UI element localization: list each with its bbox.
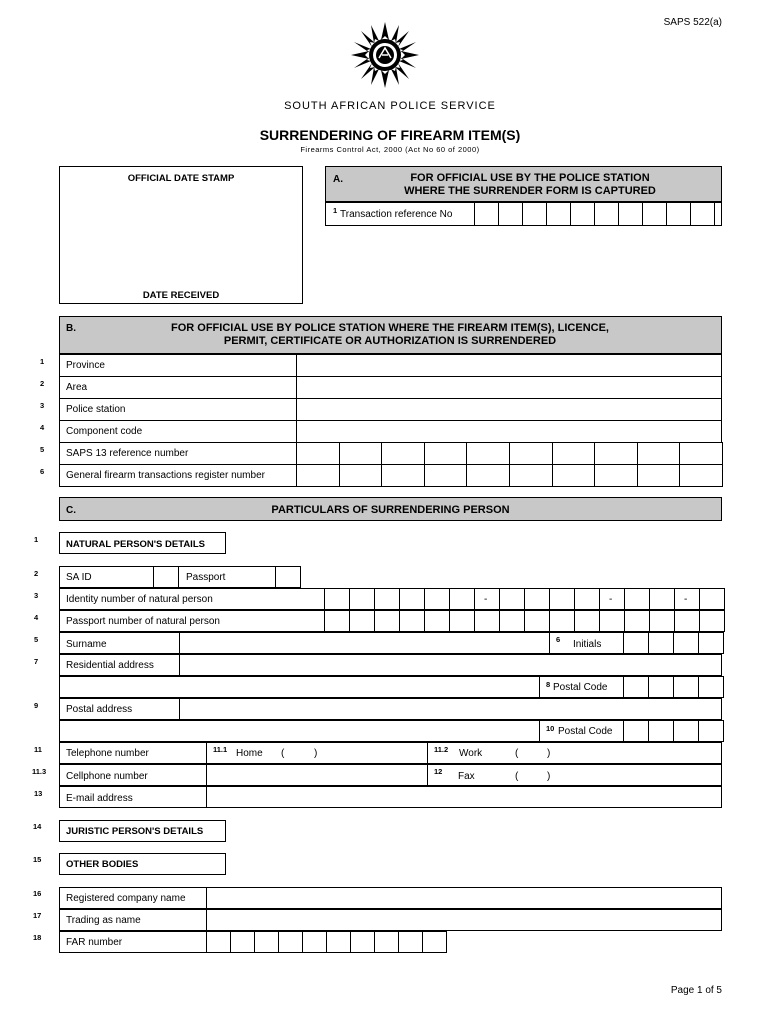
date-received-label: DATE RECEIVED <box>142 290 220 301</box>
initials-letter[interactable] <box>698 632 724 654</box>
transaction-ref-digit[interactable] <box>642 202 667 226</box>
postal-address-input-2[interactable] <box>59 720 540 742</box>
residential-address-input-1[interactable] <box>179 654 722 676</box>
section-b-digit-cell[interactable] <box>424 442 468 465</box>
transaction-ref-digit[interactable] <box>666 202 691 226</box>
section-b-label: SAPS 13 reference number <box>66 448 189 459</box>
transaction-ref-digit[interactable] <box>474 202 499 226</box>
email-input[interactable] <box>206 786 722 808</box>
passport-number-digit[interactable] <box>599 610 625 632</box>
id-number-digit[interactable] <box>624 588 650 610</box>
far-number-digit[interactable] <box>302 931 327 953</box>
section-b-input[interactable] <box>296 354 722 377</box>
id-number-digit[interactable] <box>524 588 550 610</box>
far-number-digit[interactable] <box>206 931 231 953</box>
section-b-input[interactable] <box>296 420 722 443</box>
cellphone-input[interactable] <box>206 764 428 786</box>
id-number-digit[interactable] <box>699 588 725 610</box>
form-title: SURRENDERING OF FIREARM ITEM(S) <box>259 127 521 143</box>
transaction-ref-digit[interactable] <box>546 202 571 226</box>
section-b-digit-cell[interactable] <box>424 464 468 487</box>
initials-letter[interactable] <box>673 632 699 654</box>
residential-address-input-2[interactable] <box>59 676 540 698</box>
official-date-stamp-box <box>59 166 303 304</box>
passport-number-digit[interactable] <box>699 610 725 632</box>
section-b-digit-cell[interactable] <box>637 442 681 465</box>
far-number-digit[interactable] <box>230 931 255 953</box>
section-b-title: FOR OFFICIAL USE BY POLICE STATION WHERE THE FIREARM ITEM(S), LICENCE, PERMIT, CERTIFICATE OR AUTHORIZATION IS SURRENDERED <box>171 322 609 347</box>
row-number: 4 <box>40 423 45 432</box>
postal-code-1-digit[interactable] <box>648 676 674 698</box>
id-number-digit[interactable] <box>574 588 600 610</box>
section-b-digit-cell[interactable] <box>679 464 723 487</box>
postal-code-2-digit[interactable] <box>623 720 649 742</box>
postal-code-1-digit[interactable] <box>623 676 649 698</box>
section-b-digit-cell[interactable] <box>594 464 638 487</box>
section-b-digit-cell[interactable] <box>466 442 510 465</box>
section-b-digit-cell[interactable] <box>466 464 510 487</box>
row-number: 3 <box>40 401 45 410</box>
postal-code-2-digit[interactable] <box>648 720 674 742</box>
stamp-title: OFFICIAL DATE STAMP <box>127 173 235 184</box>
id-number-digit[interactable] <box>374 588 400 610</box>
surname-input[interactable] <box>179 632 550 654</box>
passport-number-digit[interactable] <box>474 610 500 632</box>
id-number-digit[interactable] <box>349 588 375 610</box>
passport-checkbox[interactable] <box>275 566 301 588</box>
section-b-digit-cell[interactable] <box>594 442 638 465</box>
section-b-letter: B. <box>66 323 76 334</box>
passport-number-digit[interactable] <box>524 610 550 632</box>
id-number-digit[interactable] <box>399 588 425 610</box>
row-number: 1 <box>40 357 45 366</box>
transaction-ref-digit[interactable] <box>690 202 715 226</box>
section-b-digit-cell[interactable] <box>296 442 340 465</box>
passport-number-digit[interactable] <box>424 610 450 632</box>
row-number: 6 <box>40 467 45 476</box>
section-c-letter: C. <box>66 505 76 516</box>
postal-code-1-digit[interactable] <box>673 676 699 698</box>
far-number-digit[interactable] <box>278 931 303 953</box>
postal-code-2-digit[interactable] <box>673 720 699 742</box>
id-number-digit[interactable] <box>649 588 675 610</box>
section-b-label: Province <box>66 360 105 371</box>
section-b-label: General firearm transactions register number <box>66 470 265 481</box>
passport-number-digit[interactable] <box>574 610 600 632</box>
passport-number-digit[interactable] <box>374 610 400 632</box>
id-number-digit[interactable] <box>324 588 350 610</box>
form-code: SAPS 522(a) <box>663 17 722 28</box>
transaction-ref-digit[interactable] <box>594 202 619 226</box>
passport-number-digit[interactable] <box>499 610 525 632</box>
section-a-title: FOR OFFICIAL USE BY THE POLICE STATION WHERE THE SURRENDER FORM IS CAPTURED <box>404 172 656 197</box>
transaction-ref-digit[interactable] <box>618 202 643 226</box>
registered-name-input[interactable] <box>206 887 722 909</box>
saps-emblem <box>351 22 419 88</box>
passport-number-digit[interactable] <box>649 610 675 632</box>
id-number-digit[interactable] <box>499 588 525 610</box>
far-number-digit[interactable] <box>350 931 375 953</box>
passport-number-digit[interactable] <box>674 610 700 632</box>
section-b-digit-cell[interactable] <box>509 464 553 487</box>
transaction-ref-digit[interactable] <box>570 202 595 226</box>
passport-number-digit[interactable] <box>624 610 650 632</box>
passport-number-digit[interactable] <box>399 610 425 632</box>
far-number-digit[interactable] <box>326 931 351 953</box>
far-number-digit[interactable] <box>398 931 423 953</box>
section-b-digit-cell[interactable] <box>509 442 553 465</box>
trading-name-input[interactable] <box>206 909 722 931</box>
form-subtitle: Firearms Control Act, 2000 (Act No 60 of 2000) <box>300 145 480 154</box>
section-b-digit-cell[interactable] <box>679 442 723 465</box>
transaction-ref-digit[interactable] <box>498 202 523 226</box>
section-c-title: PARTICULARS OF SURRENDERING PERSON <box>271 504 510 516</box>
far-number-digit[interactable] <box>422 931 447 953</box>
organisation-name: SOUTH AFRICAN POLICE SERVICE <box>284 100 496 112</box>
section-b-digit-cell[interactable] <box>381 442 425 465</box>
transaction-ref-label: Transaction reference No <box>340 209 453 220</box>
id-number-digit[interactable] <box>449 588 475 610</box>
passport-number-digit[interactable] <box>449 610 475 632</box>
postal-address-input-1[interactable] <box>179 698 722 720</box>
section-b-input[interactable] <box>296 376 722 399</box>
section-b-label-cell <box>59 376 297 399</box>
initials-letter[interactable] <box>648 632 674 654</box>
far-number-digit[interactable] <box>254 931 279 953</box>
section-b-digit-cell[interactable] <box>339 442 383 465</box>
postal-code-1-digit[interactable] <box>698 676 724 698</box>
row-number: 5 <box>40 445 45 454</box>
section-b-label: Component code <box>66 426 143 437</box>
section-b-label: Area <box>66 382 88 393</box>
sa-id-checkbox[interactable] <box>153 566 179 588</box>
section-b-digit-cell[interactable] <box>552 442 596 465</box>
passport-number-digit[interactable] <box>324 610 350 632</box>
section-b-input[interactable] <box>296 398 722 421</box>
initials-letter[interactable] <box>623 632 649 654</box>
postal-code-2-digit[interactable] <box>698 720 724 742</box>
id-number-digit[interactable] <box>549 588 575 610</box>
section-b-digit-cell[interactable] <box>339 464 383 487</box>
id-number-digit[interactable] <box>424 588 450 610</box>
passport-number-digit[interactable] <box>349 610 375 632</box>
far-number-digit[interactable] <box>374 931 399 953</box>
row-number: 2 <box>40 379 45 388</box>
transaction-ref-digit[interactable] <box>522 202 547 226</box>
section-b-label: Police station <box>66 404 126 415</box>
section-a-letter: A. <box>333 174 343 185</box>
section-b-digit-cell[interactable] <box>637 464 681 487</box>
section-b-digit-cell[interactable] <box>552 464 596 487</box>
page-footer: Page 1 of 5 <box>670 985 722 996</box>
section-b-digit-cell[interactable] <box>381 464 425 487</box>
passport-number-digit[interactable] <box>549 610 575 632</box>
section-b-digit-cell[interactable] <box>296 464 340 487</box>
